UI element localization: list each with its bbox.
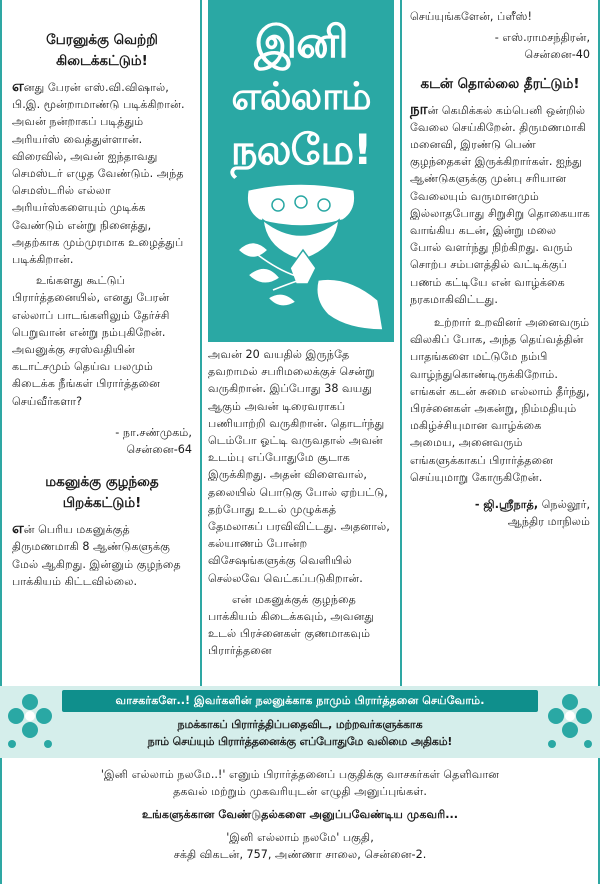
- title-line-2: எல்லாம்: [231, 74, 371, 118]
- col1-paragraph-1: [12, 78, 192, 268]
- col3-paragraph-0: செய்யுங்களேன், ப்ளீஸ்!: [410, 10, 532, 23]
- column-rule-left: [200, 0, 202, 686]
- title-panel: [208, 0, 394, 342]
- col3-paragraph-1: [410, 101, 590, 308]
- col3-para1-text: ன் கெமிக்கல் கம்பெனி ஒன்றில் வேலை செய்கிறேன். திருமணமாகி மனைவி, இரண்டு பெண் குழந்தைகள் இருக்கிறார்கள். ஐந்து ஆண்டுகளுக்கு முன்பு சரியான வேலையும் வருமானமும் இல்லாதபோது சிறுசிறு தொகையாக வாங்கிய கடன், இன்று மலை போல் வளர்ந்து நிற்கிறது. வரும் சொற்ப சம்பளத்தில் வட்டிக்குப் பணம் கட்டியே என் வாழ்க்கை நரகமாகிவிட்டது.: [410, 103, 590, 306]
- footer-line-2: தகவல் மற்றும் முகவரியுடன் எழுதி அனுப்புங்கள்.: [173, 785, 427, 798]
- column-3: [410, 8, 590, 530]
- flower-icon-left: [2, 688, 58, 754]
- lamp-flower-illustration: [208, 180, 394, 340]
- banner-headline: வாசகர்களே..! இவர்களின் நலனுக்காக நாமும் பிரார்த்தனை செய்வோம்.: [62, 690, 538, 712]
- column-1: [12, 30, 192, 594]
- footer-line-1: 'இனி எல்லாம் நலமே..!' எனும் பிரார்த்தனைப் பகுதிக்கு வாசகர்கள் தெளிவான: [100, 768, 500, 781]
- signature-name-3: [410, 496, 590, 513]
- col1-paragraph-2: உங்களது கூட்டுப் பிரார்த்தனையில், எனது பேரன் எல்லாப் பாடங்களிலும் தேர்ச்சி பெறுவான் என்று நம்புகிறேன். அவனுக்கு சரஸ்வதியின் கடாட்சமும் தெய்வ பலமும் கிடைக்க நீங்கள் பிரார்த்தனை செய்வீர்களா?: [12, 274, 170, 408]
- col1-para1-text: னது பேரன் எஸ்.வி.விஷால், பி.இ. மூன்றாமாண்டு படிக்கிறான். அவன் நன்றாகப் படித்தும் அரியர்ஸ் வைத்துள்ளான். விரைவில், அவன் ஐந்தாவது செமஸ்டர் எழுத வேண்டும். அந்த செமஸ்டரில் எல்லா அரியர்ஸ்களையும் முடிக்க வேண்டும் என்று நினைத்து, அதற்காக மும்முரமாக உழைத்துப் படிக்கிறான்.: [12, 81, 185, 267]
- signature-name-2: - எஸ்.ராமசந்திரன்,: [494, 31, 590, 45]
- dropcap: எ: [12, 77, 24, 95]
- dropcap-2: எ: [12, 519, 24, 538]
- sig3-name: - ஜி.ஸ்ரீநாத்,: [474, 498, 539, 512]
- signature-place: சென்னை-64: [126, 443, 192, 457]
- footer-line-4: 'இனி எல்லாம் நலமே' பகுதி,: [226, 831, 374, 844]
- col3-paragraph-2: உற்றார் உறவினர் அனைவரும் விலகிப் போக, அந்த தெய்வத்தின் பாதங்களை மட்டுமே நம்பி வாழ்ந்துகொண்டிருக்கிறோம். எங்கள் கடன் சுமை எல்லாம் தீர்ந்து, பிரச்னைகள் அகன்று, நிம்மதியும் மகிழ்ச்சியுமான வாழ்க்கை அமைய, அனைவரும் எங்களுக்காகப் பிரார்த்தனை செய்யுமாறு கோருகிறேன்.: [410, 316, 590, 484]
- column-2: [208, 346, 394, 664]
- banner-line-2: நாம் செய்யும் பிரார்த்தனைக்கு எப்போதுமே வலிமை அதிகம்!: [147, 735, 453, 748]
- dropcap-3: நா: [410, 99, 428, 118]
- footer-line-5: சக்தி விகடன், 757, அண்ணா சாலை, சென்னை-2.: [173, 848, 427, 861]
- signature-state-3: ஆந்திர மாநிலம்: [507, 515, 590, 529]
- heading-son-child: மகனுக்கு குழந்தை பிறக்கட்டும்!: [45, 474, 159, 512]
- col1-paragraph-3: [12, 520, 192, 590]
- col2-paragraph-1: அவன் 20 வயதில் இருந்தே தவறாமல் சபரிமலைக்குச் சென்று வருகிறான். இப்போது 38 வயது ஆகும் அவன் டிரைவராகப் பணியாற்றி வருகிறான். தொடர்ந்து டெம்போ ஓட்டி வருவதால் அவன் உடம்பு எப்போதுமே சூடாக இருக்கிறது. அதன் விளைவால், தலையில் பொடுகு போல் ஏற்பட்டு, தற்போது உடல் முழுக்கத் தேமலாகப் பரவிவிட்டது. அதனால், கல்யாணம் போன்ற விசேஷங்களுக்கு வெளியில் செல்லவே வெட்கப்படுகிறான்.: [208, 348, 390, 585]
- col2-paragraph-2: என் மகனுக்குக் குழந்தை பாக்கியம் கிடைக்கவும், அவனது உடல் பிரச்னைகள் குணமாகவும் பிரார்த்தனை: [208, 592, 375, 658]
- banner-line-1: நமக்காகப் பிரார்த்திப்பதைவிட, மற்றவர்களுக்காக: [177, 718, 423, 731]
- sig3-city: நெல்லூர்,: [541, 498, 590, 512]
- title-line-3: நலமே!: [230, 125, 372, 174]
- signature-place-2: சென்னை-40: [524, 48, 590, 62]
- flower-icon-right: [542, 688, 598, 754]
- heading-grandson-success: பேரனுக்கு வெற்றி கிடைக்கட்டும்!: [46, 32, 158, 69]
- column-rule-right: [400, 0, 402, 686]
- signature-name: - நா.சண்முகம்,: [115, 425, 192, 439]
- heading-debt-relief: கடன் தொல்லை தீரட்டும்!: [420, 75, 580, 92]
- title-line-1: இனி: [254, 17, 348, 68]
- col1-para3-text: ன் பெரிய மகனுக்குத் திருமணமாகி 8 ஆண்டுகளுக்கு மேல் ஆகிறது. இன்னும் குழந்தை பாக்கியம் கிட்டவில்லை.: [12, 523, 181, 588]
- footer-line-3: உங்களுக்கான வேண்டுதல்களை அனுப்பவேண்டிய முகவரி...: [141, 808, 459, 821]
